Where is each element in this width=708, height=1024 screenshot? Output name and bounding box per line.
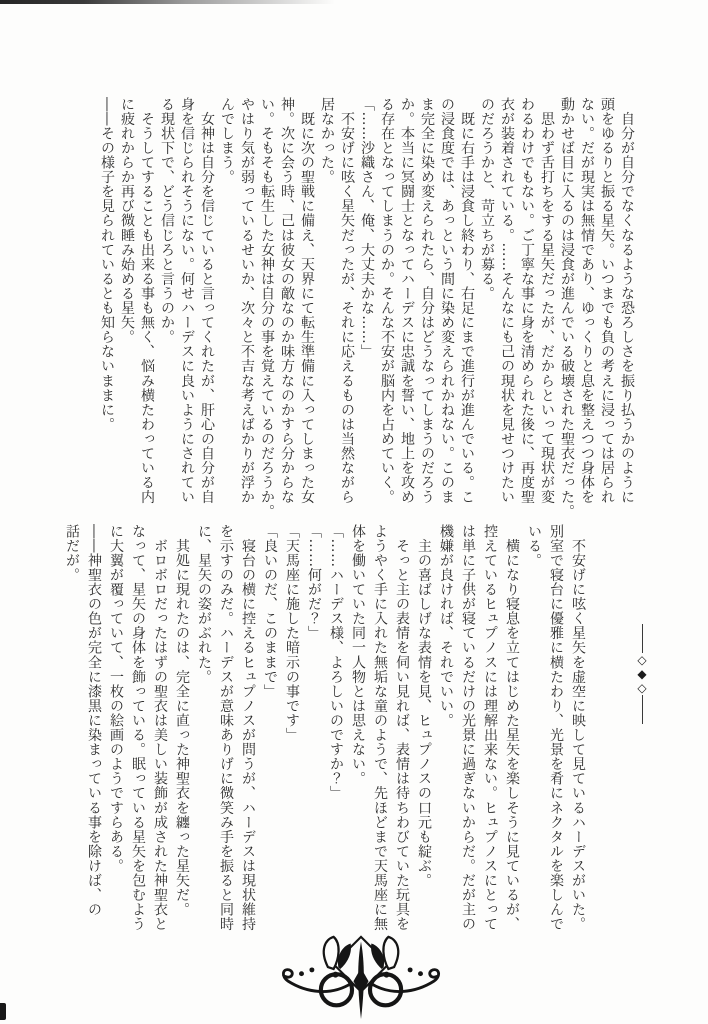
- text-column: 不安げに呟く星矢だったが、それに応えるものは当然ながら: [339, 97, 355, 505]
- text-column: 主の喜ばしげな表情を見、ヒュプノスの口元も綻ぶ。: [416, 524, 432, 888]
- text-column: 寝台の横に控えるヒュプノスが問うが、ハーデスは現状維持: [240, 524, 256, 932]
- text-column: いる。: [526, 524, 542, 568]
- text-column: 身を信じられそうにない。何せハーデスに良いようにされてい: [179, 97, 195, 505]
- diamond-open-top-icon: ◇: [637, 653, 647, 667]
- text-column: い。そもそも転生した女神は自分の事を覚えているのだろうか。: [259, 97, 275, 519]
- text-column: そっと主の表情を伺い見れば、表情は待ちわびていた玩具を: [394, 524, 410, 932]
- text-column: 体を働いていた同一人物とは思えない。: [350, 524, 366, 786]
- text-column: 別室で寝台に優雅に横たわり、光景を肴にネクタルを楽しんで: [548, 524, 564, 932]
- text-column: ま完全に染め変えられたら、自分はどうなってしまうのだろう: [419, 97, 435, 505]
- text-column: 頭をゆるりと振る星矢。いつまでも負の考えに浸っては居られ: [599, 97, 615, 505]
- text-column: のだろうかと、苛立ちが募る。: [479, 97, 495, 301]
- text-column: 居なかった。: [319, 97, 335, 185]
- text-column: に疲れからか再び微睡み始める星矢。: [119, 97, 135, 345]
- text-column: に、星矢の姿がぶれた。: [196, 524, 212, 685]
- text-column: 自分が自分でなくなるような恐ろしさを振り払うかのように: [619, 97, 635, 505]
- text-column: そうしてすることも出来る事も無く、悩み横たわっている内: [139, 97, 155, 505]
- divider-line-bottom: [642, 695, 643, 724]
- text-column: は単に子供が寝ているだけの光景に過ぎないからだ。だが主の: [460, 524, 476, 932]
- text-column: 控えているヒュプノスには理解出来ない。ヒュプノスにとって: [482, 524, 498, 932]
- text-column: わるわけでもない。ご丁寧な事に身を清められた後に、再度聖: [519, 97, 535, 505]
- text-column: ボロボロだったはずの聖衣は美しい装飾が成された神聖衣と: [152, 524, 168, 932]
- text-column: を示すのみだ。ハーデスが意味ありげに微笑み手を振ると同時: [218, 524, 234, 932]
- text-column: 「……ハーデス様、よろしいのですか？」: [328, 524, 344, 801]
- section-divider: [629, 624, 655, 724]
- text-column: 横になり寝息を立てはじめた星矢を楽しそうに見ているが、: [504, 524, 520, 932]
- text-column: 思わず舌打ちをする星矢だったが、だからといって現状が変: [539, 97, 555, 505]
- text-column: 衣が装着されている。……そんなにも己の現状を見せつけたい: [499, 97, 515, 505]
- text-column: ――その様子を見られているとも知らないままに。: [99, 97, 115, 432]
- ornament-flourish-icon: [276, 932, 446, 1022]
- vertical-text-bottom-section: [61, 524, 589, 942]
- text-column: 「良いのだ、このままで」: [262, 524, 278, 699]
- scan-artifact-corner: [0, 1003, 6, 1020]
- text-column: 「……沙織さん、俺、大丈夫かな……」: [359, 97, 375, 359]
- text-column: 話だが。: [64, 524, 80, 583]
- text-column: 「天馬座に施した暗示の事です」: [284, 524, 300, 743]
- text-column: 機嫌が良ければ、それでいい。: [438, 524, 454, 728]
- diamond-open-bottom-icon: ◇: [637, 681, 647, 695]
- text-column: 神。次に会う時、己は彼女の敵なのか味方なのかすら分からな: [279, 97, 295, 505]
- text-column: 「……何がだ？」: [306, 524, 322, 641]
- text-column: なって、星矢の身体を飾っている。眠っている星矢を包むよう: [130, 524, 146, 932]
- text-column: 動かせば目に入るのは浸食が進んでいる破壊された聖衣だった。: [559, 97, 575, 519]
- text-column: んでしまう。: [219, 97, 235, 185]
- text-column: 女神は自分を信じていると言ってくれたが、肝心の自分が自: [199, 97, 215, 505]
- text-column: か。本当に冥闘士となってハーデスに忠誠を誓い、地上を攻め: [399, 97, 415, 505]
- text-column: 其処に現れたのは、完全に直った神聖衣を纏った星矢だ。: [174, 524, 190, 917]
- text-column: 既に右手は浸食し終わり、右足にまで進行が進んでいる。こ: [459, 97, 475, 505]
- diamond-filled-icon: ◆: [637, 667, 647, 681]
- text-column: る現状下で、どう信じろと言うのか。: [159, 97, 175, 345]
- text-column: ――神聖衣の色が完全に漆黒に染まっている事を除けば、の: [86, 524, 102, 917]
- text-column: の浸食度では、あっという間に染め変えられかねない。このま: [439, 97, 455, 505]
- text-column: ない。だが現実は無情であり、ゆっくりと息を整えつつ身体を: [579, 97, 595, 505]
- text-column: やはり気が弱っているせいか、次々と不吉な考えばかりが浮か: [239, 97, 255, 505]
- text-column: 既に次の聖戦に備え、天界にて転生準備に入ってしまった女: [299, 97, 315, 505]
- text-column: ようやく手に入れた無垢な童のようで、先ほどまで天馬座に無: [372, 524, 388, 932]
- text-column: に大翼が覆っていて、一枚の絵画のようですらある。: [108, 524, 124, 874]
- text-column: 不安げに呟く星矢を虚空に映して見ているハーデスがいた。: [570, 524, 586, 932]
- vertical-text-top-section: [97, 97, 637, 519]
- divider-line-top: [642, 624, 643, 653]
- text-column: る存在となってしまうのか。そんな不安が脳内を占めていく。: [379, 97, 395, 505]
- scan-artifact-top-edge: [0, 0, 335, 4]
